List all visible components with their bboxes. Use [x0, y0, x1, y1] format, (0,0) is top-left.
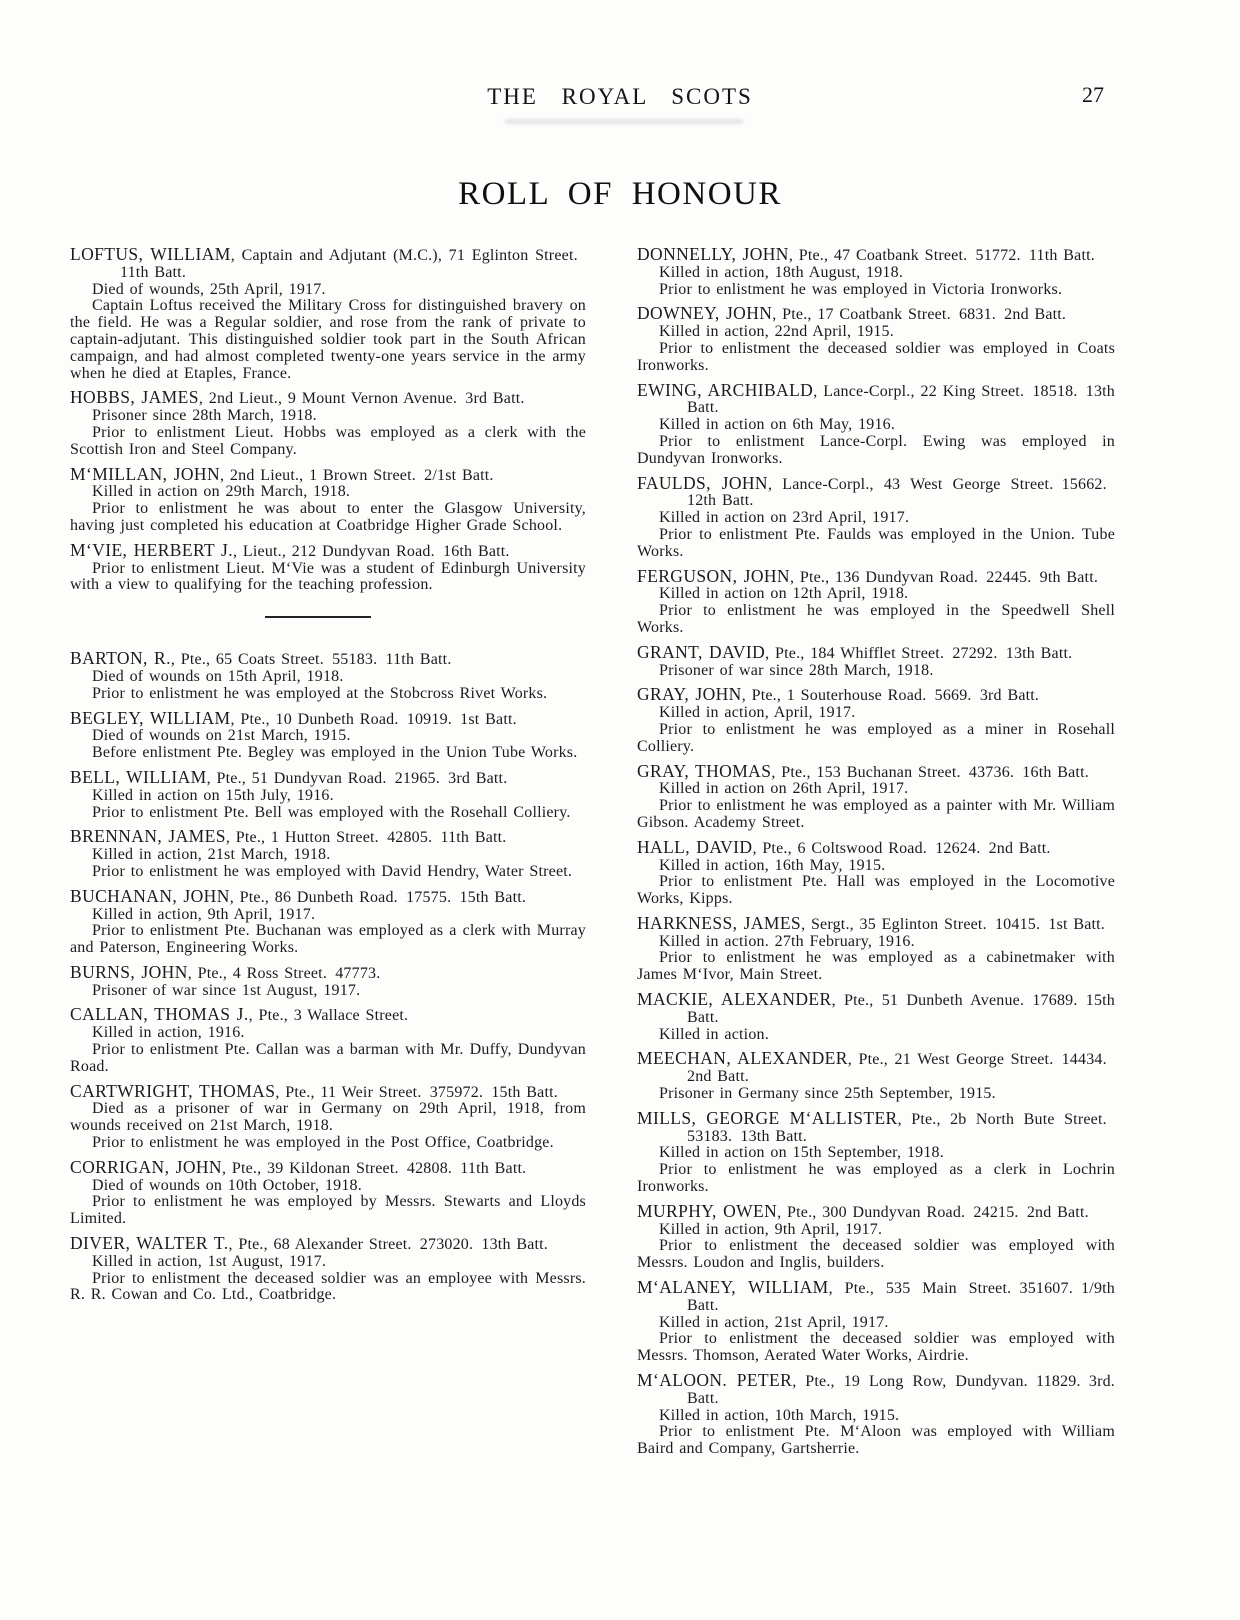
- entry-head-details: , Pte., 1 Hutton Street. 42805. 11th Batt.: [225, 829, 507, 847]
- soldier-name: FAULDS, JOHN: [637, 472, 768, 493]
- entry-paragraph: Prior to enlistment the deceased soldier was an employee with Messrs. R. R. Cowan and Co. Ltd., Coatbridge.: [70, 1269, 586, 1304]
- entry-head: [70, 389, 586, 408]
- soldier-name: DOWNEY, JOHN: [637, 303, 773, 324]
- entry-head-details: , Captain and Adjutant (M.C.), 71 Eglinton Street. 11th Batt.: [120, 247, 586, 281]
- soldier-name: DONNELLY, JOHN: [637, 244, 789, 264]
- entry-head-details: , Pte., 136 Dundyvan Road. 22445. 9th Batt.: [789, 568, 1099, 586]
- roll-entry: [70, 246, 586, 382]
- soldier-name: BRENNAN, JAMES: [70, 826, 226, 847]
- roll-entry: [70, 828, 586, 880]
- soldier-name: LOFTUS, WILLIAM: [70, 244, 231, 264]
- soldier-name: MEECHAN, ALEXANDER: [637, 1048, 848, 1069]
- entry-paragraph: Killed in action on 23rd April, 1917.: [659, 509, 910, 527]
- entry-head: [637, 472, 1115, 511]
- entry-paragraph: Prior to enlistment the deceased soldier was employed with Messrs. Loudon and Inglis, builders.: [637, 1237, 1115, 1272]
- entry-paragraph: Died as a prisoner of war in Germany on 29th April, 1918, from wounds received on 21st March, 1918.: [70, 1100, 586, 1135]
- entry-paragraph: Killed in action on 12th April, 1918.: [659, 585, 909, 603]
- roll-entry: [70, 539, 586, 594]
- soldier-name: CORRIGAN, JOHN: [70, 1156, 222, 1177]
- soldier-name: BUCHANAN, JOHN: [70, 885, 230, 906]
- entry-head: [637, 1107, 1116, 1146]
- entry-paragraph: Prior to enlistment Pte. Faulds was employed in the Union. Tube Works.: [637, 525, 1115, 560]
- entry-head-details: , Lance-Corpl., 22 King Street. 18518. 13th Batt.: [687, 382, 1115, 417]
- entry-paragraph: Prior to enlistment he was employed as a cabinetmaker with James M‘Ivor, Main Street.: [637, 949, 1115, 984]
- roll-entry: [637, 1372, 1115, 1458]
- entry-paragraph: Prior to enlistment Pte. Hall was employed in the Locomotive Works, Kipps.: [637, 873, 1115, 908]
- entry-paragraph: Prior to enlistment he was employed with David Hendry, Water Street.: [92, 862, 573, 880]
- entry-head: [637, 565, 1115, 587]
- entry-head: [70, 885, 586, 907]
- entry-head-details: , 2nd Lieut., 9 Mount Vernon Avenue. 3rd Batt.: [198, 390, 525, 408]
- entry-paragraph: Died of wounds, 25th April, 1917.: [92, 280, 326, 298]
- entry-paragraph: Killed in action, 21st March, 1918.: [92, 846, 331, 864]
- entry-head: [637, 305, 1115, 324]
- soldier-name: MURPHY, OWEN: [637, 1200, 778, 1221]
- entry-paragraph: Prisoner of war since 28th March, 1918.: [659, 661, 934, 679]
- roll-entry: [637, 1200, 1115, 1272]
- roll-entry: [637, 836, 1115, 908]
- roll-entry: [637, 686, 1115, 755]
- entry-head: [637, 912, 1115, 934]
- entry-head: [637, 1279, 1115, 1315]
- entry-head: [637, 760, 1115, 782]
- roll-entry: [637, 1107, 1116, 1196]
- entry-head-details: , Pte., 68 Alexander Street. 273020. 13th Batt.: [228, 1236, 549, 1254]
- entry-head-details: , Sergt., 35 Eglinton Street. 10415. 1st Batt.: [801, 915, 1106, 933]
- entry-paragraph: Died of wounds on 21st March, 1915.: [92, 727, 351, 745]
- roll-entry: [70, 1080, 586, 1152]
- entry-paragraph: Prisoner since 28th March, 1918.: [92, 407, 317, 425]
- entry-head: [637, 686, 1115, 705]
- entry-head: [70, 828, 586, 847]
- roll-entry: [637, 1279, 1115, 1365]
- soldier-name: EWING, ARCHIBALD: [637, 379, 814, 400]
- soldier-name: MACKIE, ALEXANDER: [637, 989, 832, 1010]
- entry-head-details: , Pte., 535 Main Street. 351607. 1/9th Batt.: [687, 1280, 1115, 1314]
- entry-head: [70, 1006, 586, 1025]
- entry-paragraph: Prior to enlistment Lieut. M‘Vie was a student of Edinburgh University with a view to qualifying for the teaching profession.: [70, 559, 586, 594]
- roll-entry: [70, 766, 586, 821]
- roll-entry: [70, 707, 586, 762]
- entry-head-details: , Pte., 51 Dundyvan Road. 21965. 3rd Batt.: [206, 769, 508, 787]
- soldier-name: BURNS, JOHN: [70, 961, 188, 982]
- entry-head: [637, 1200, 1115, 1222]
- entry-paragraph: Prior to enlistment the deceased soldier was employed with Messrs. Thomson, Aerated Water Works, Airdrie.: [637, 1330, 1115, 1365]
- entry-head: [70, 650, 586, 669]
- entry-paragraph: Killed in action.: [659, 1025, 769, 1043]
- entry-paragraph: Killed in action, 21st April, 1917.: [659, 1313, 889, 1331]
- entry-paragraph: Before enlistment Pte. Begley was employed in the Union Tube Works.: [92, 744, 578, 762]
- entry-paragraph: Killed in action, 1916.: [92, 1024, 245, 1042]
- soldier-name: M‘ALANEY, WILLIAM: [637, 1277, 829, 1298]
- soldier-name: CALLAN, THOMAS J.: [70, 1004, 249, 1025]
- entry-paragraph: Killed in action on 26th April, 1917.: [659, 780, 909, 798]
- roll-entry: [70, 650, 586, 702]
- entry-head-details: , Pte., 1 Souterhouse Road. 5669. 3rd Batt.: [741, 687, 1040, 705]
- page-number: 27: [1082, 82, 1104, 107]
- entry-head: [637, 1050, 1115, 1086]
- soldier-name: GRAY, JOHN: [637, 684, 742, 705]
- roll-entry: [70, 1006, 586, 1075]
- roll-entry: [70, 961, 586, 1000]
- entry-head-details: , Pte., 47 Coatbank Street. 51772. 11th Batt.: [788, 247, 1095, 264]
- entry-head-details: , Pte., 10 Dunbeth Road. 10919. 1st Batt.: [230, 710, 517, 728]
- soldier-name: M‘VIE, HERBERT J.: [70, 539, 234, 560]
- roll-entry: [637, 565, 1115, 637]
- entry-paragraph: Died of wounds on 15th April, 1918.: [92, 667, 344, 685]
- entry-paragraph: Prior to enlistment he was employed at the Stobcross Rivet Works.: [92, 684, 548, 702]
- entry-paragraph: Killed in action, 9th April, 1917.: [659, 1220, 883, 1238]
- entry-paragraph: Prior to enlistment Lieut. Hobbs was employed as a clerk with the Scottish Iron and Steel Company.: [70, 423, 586, 458]
- entry-paragraph: Prior to enlistment he was employed by Messrs. Stewarts and Lloyds Limited.: [70, 1193, 586, 1228]
- roll-entry: [70, 1235, 586, 1304]
- entry-head-details: , Pte., 17 Coatbank Street. 6831. 2nd Batt.: [772, 306, 1067, 324]
- entry-head: [70, 1156, 586, 1178]
- entry-paragraph: Prior to enlistment he was about to enter the Glasgow University, having just completed his education at Coatbridge Higher Grade School.: [70, 500, 586, 534]
- left-column: [70, 246, 586, 1311]
- entry-head-details: , Pte., 2b North Bute Street. 53183. 13th Batt.: [687, 1110, 1116, 1145]
- entry-paragraph: Prior to enlistment Pte. Bell was employed with the Rosehall Colliery.: [92, 803, 571, 821]
- roll-entry: [70, 885, 586, 957]
- entry-paragraph: Killed in action, 9th April, 1917.: [92, 905, 316, 923]
- roll-entry: [637, 305, 1115, 374]
- entry-head: [637, 641, 1115, 663]
- entry-head-details: , Pte., 11 Weir Street. 375972. 15th Batt.: [275, 1083, 558, 1101]
- roll-entry: [637, 246, 1115, 298]
- roll-entry: [70, 1156, 586, 1228]
- roll-entry: [70, 389, 586, 458]
- entry-head: [70, 246, 586, 282]
- entry-paragraph: Killed in action on 29th March, 1918.: [92, 483, 351, 501]
- roll-entry: [637, 379, 1115, 468]
- soldier-name: M‘ALOON. PETER: [637, 1370, 793, 1391]
- entry-head: [70, 707, 586, 729]
- entry-paragraph: Killed in action. 27th February, 1916.: [659, 932, 915, 950]
- entry-head: [637, 379, 1115, 418]
- entry-paragraph: Prior to enlistment he was employed as a clerk in Lochrin Ironworks.: [637, 1161, 1115, 1196]
- soldier-name: MILLS, GEORGE M‘ALLISTER: [637, 1107, 898, 1128]
- soldier-name: BARTON, R.: [70, 648, 171, 669]
- entry-paragraph: Prior to enlistment he was employed in Victoria Ironworks.: [659, 280, 1063, 298]
- entry-paragraph: Prior to enlistment Lance-Corpl. Ewing was employed in Dundyvan Ironworks.: [637, 432, 1115, 467]
- entry-paragraph: Killed in action, 1st August, 1917.: [92, 1252, 327, 1270]
- entry-paragraph: Killed in action, April, 1917.: [659, 704, 856, 722]
- soldier-name: HALL, DAVID: [637, 836, 753, 857]
- right-column: [637, 246, 1115, 1465]
- entry-paragraph: Prior to enlistment Pte. Buchanan was employed as a clerk with Murray and Paterson, Engineering Works.: [70, 922, 586, 957]
- soldier-name: HARKNESS, JAMES: [637, 912, 802, 933]
- running-title: THE ROYAL SCOTS: [487, 84, 753, 109]
- roll-entry: [637, 991, 1115, 1043]
- entry-head-details: , Pte., 153 Buchanan Street. 43736. 16th Batt.: [771, 763, 1089, 781]
- roll-entry: [637, 1050, 1115, 1102]
- soldier-name: M‘MILLAN, JOHN: [70, 463, 221, 484]
- roll-entry: [637, 912, 1115, 984]
- entry-paragraph: Prior to enlistment he was employed in the Post Office, Coatbridge.: [92, 1134, 554, 1152]
- entry-paragraph: Prior to enlistment Pte. Callan was a barman with Mr. Duffy, Dundyvan Road.: [70, 1041, 586, 1075]
- entry-head: [70, 766, 586, 788]
- entry-head: [70, 539, 586, 561]
- soldier-name: FERGUSON, JOHN: [637, 565, 790, 586]
- entry-head: [70, 961, 586, 983]
- soldier-name: BEGLEY, WILLIAM: [70, 707, 231, 728]
- entry-head-details: , Pte., 19 Long Row, Dundyvan. 11829. 3rd. Batt.: [687, 1373, 1115, 1407]
- entry-paragraph: Prior to enlistment Pte. M‘Aloon was employed with William Baird and Company, Gartsherrie.: [637, 1423, 1115, 1458]
- entry-head-details: , Pte., 300 Dundyvan Road. 24215. 2nd Batt.: [777, 1203, 1089, 1221]
- entry-paragraph: Prisoner of war since 1st August, 1917.: [92, 981, 361, 999]
- soldier-name: CARTWRIGHT, THOMAS: [70, 1080, 276, 1101]
- section-title: ROLL OF HONOUR: [458, 176, 782, 212]
- entry-head: [70, 463, 586, 485]
- roll-entry: [637, 641, 1115, 680]
- entry-head: [70, 1235, 586, 1254]
- soldier-name: GRANT, DAVID: [637, 641, 766, 662]
- roll-entry: [70, 463, 586, 535]
- scan-smudge: [505, 119, 743, 124]
- entry-paragraph: Prisoner in Germany since 25th September, 1915.: [659, 1085, 996, 1103]
- entry-head-details: , Pte., 86 Dunbeth Road. 17575. 15th Batt.: [229, 888, 527, 906]
- entry-paragraph: Prior to enlistment he was employed in the Speedwell Shell Works.: [637, 602, 1115, 636]
- section-divider: [265, 616, 371, 618]
- entry-paragraph: Killed in action on 15th September, 1918.: [659, 1144, 944, 1162]
- entry-paragraph: Killed in action, 22nd April, 1915.: [659, 323, 894, 341]
- entry-paragraph: Killed in action, 18th August, 1918.: [659, 263, 904, 281]
- entry-head-details: , Pte., 39 Kildonan Street. 42808. 11th Batt.: [221, 1159, 527, 1177]
- soldier-name: GRAY, THOMAS: [637, 760, 772, 781]
- entry-paragraph: Died of wounds on 10th October, 1918.: [92, 1176, 362, 1194]
- entry-paragraph: Killed in action on 6th May, 1916.: [659, 416, 896, 434]
- entry-paragraph: Killed in action on 15th July, 1916.: [92, 786, 334, 804]
- soldier-name: BELL, WILLIAM: [70, 766, 207, 787]
- entry-head-details: , Pte., 6 Coltswood Road. 12624. 2nd Batt.: [752, 839, 1051, 857]
- entry-paragraph: Killed in action, 16th May, 1915.: [659, 856, 886, 874]
- entry-paragraph: Captain Loftus received the Military Cross for distinguished bravery on the field. He was a Regular soldier, and rose from the rank of private to captain-adjutant. This distinguished soldier took part in the South African campaign, and had almost completed twenty-one years service in the army when he died at Etaples, France.: [70, 297, 586, 382]
- entry-head-details: , Pte., 3 Wallace Street.: [248, 1007, 409, 1025]
- entry-head: [637, 1372, 1115, 1408]
- entry-head-details: , Lieut., 212 Dundyvan Road. 16th Batt.: [233, 542, 510, 560]
- entry-head-details: , Pte., 51 Dunbeth Avenue. 17689. 15th Batt.: [687, 992, 1115, 1026]
- entry-paragraph: Killed in action, 10th March, 1915.: [659, 1406, 900, 1424]
- entry-paragraph: Prior to enlistment he was employed as a miner in Rosehall Colliery.: [637, 720, 1115, 755]
- entry-head: [637, 836, 1115, 858]
- soldier-name: HOBBS, JAMES: [70, 387, 199, 408]
- soldier-name: DIVER, WALTER T.: [70, 1233, 229, 1254]
- entry-head: [637, 991, 1115, 1027]
- entry-head-details: , 2nd Lieut., 1 Brown Street. 2/1st Batt.: [220, 466, 494, 484]
- roll-entry: [637, 760, 1115, 832]
- entry-head: [70, 1080, 586, 1102]
- entry-head-details: , Lance-Corpl., 43 West George Street. 15662. 12th Batt.: [687, 475, 1115, 510]
- entry-head-details: , Pte., 184 Whifflet Street. 27292. 13th Batt.: [765, 644, 1073, 662]
- entry-paragraph: Prior to enlistment the deceased soldier was employed in Coats Ironworks.: [637, 339, 1115, 374]
- roll-entry: [637, 472, 1115, 561]
- entry-head-details: , Pte., 65 Coats Street. 55183. 11th Batt.: [170, 651, 452, 669]
- entry-paragraph: Prior to enlistment he was employed as a painter with Mr. William Gibson. Academy Street.: [637, 797, 1115, 831]
- entry-head: [637, 246, 1115, 265]
- entry-head-details: , Pte., 4 Ross Street. 47773.: [187, 964, 381, 982]
- entry-head-details: , Pte., 21 West George Street. 14434. 2nd Batt.: [687, 1051, 1115, 1086]
